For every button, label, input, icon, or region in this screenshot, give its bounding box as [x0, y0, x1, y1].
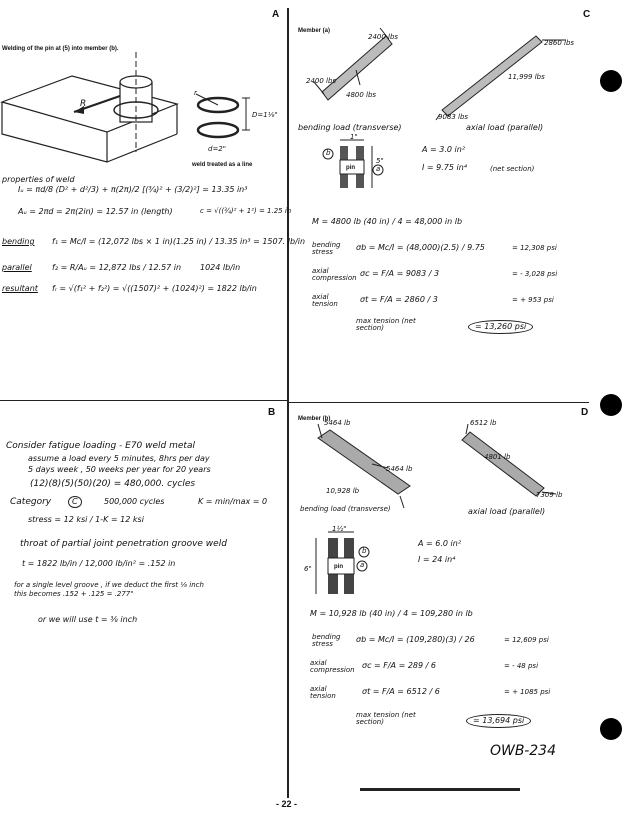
weld-rings-diagram: [196, 90, 276, 150]
qb-t-eq: t = 1822 lb/in / 12,000 lb/in² = .152 in: [22, 559, 176, 568]
qc-sec-A: A = 3.0 in²: [422, 145, 466, 154]
qc-sec-a: a: [376, 165, 381, 173]
qd-axial-label: axial load (parallel): [468, 507, 546, 516]
binder-hole-3: [600, 718, 622, 740]
qd-row3-label: axial tension: [310, 685, 336, 700]
qa-dim-r: r: [194, 89, 197, 97]
qb-stress: stress = 12 ksi / 1-K = 12 ksi: [28, 515, 144, 524]
qa-bending-eq: f₁ = Mc/I = (12,072 lbs × 1 in)(1.25 in) / 13.35 in³ = 1507. lb/in: [52, 237, 306, 246]
qc-sec-I: I = 9.75 in⁴: [422, 163, 468, 172]
qa-parallel-label: parallel: [2, 263, 32, 272]
qb-line3: 5 days week , 50 weeks per year for 20 years: [28, 465, 211, 474]
qb-cycles: 500,000 cycles: [104, 497, 165, 506]
qd-row3-eq: σt = F/A = 6512 / 6: [362, 687, 440, 696]
qc-row1-label: bending stress: [312, 241, 341, 256]
qd-force-top: 5464 lb: [324, 419, 351, 427]
qc-section-diagram: [320, 140, 400, 210]
qa-dim-d: d=2": [208, 145, 226, 153]
qd-moment: M = 10,928 lb (40 in) / 4 = 109,280 in lb: [310, 609, 473, 618]
qc-sec-dim1: 1": [350, 133, 358, 141]
qd-force-axial-bottom: 7309 lb: [536, 491, 563, 499]
qc-sec-net: (net section): [490, 165, 535, 173]
quadrant-c-letter: C: [583, 9, 591, 20]
qb-use: or we will use t = ⅜ inch: [38, 615, 138, 624]
qa-parallel-val: 1024 lb/in: [200, 263, 241, 272]
qb-category-letter: C: [68, 496, 82, 508]
qa-c-eq: c = √((¾)² + 1²) = 1.25 in: [200, 207, 292, 215]
qc-force-mid: 4800 lbs: [346, 91, 377, 99]
quadrant-d-letter: D: [581, 407, 589, 418]
left-mid-divider: [0, 400, 287, 401]
qc-sec-pin: pin: [346, 165, 355, 171]
qa-resultant-eq: fᵣ = √(f₁² + f₂²) = √((1507)² + (1024)²) = 1822 lb/in: [52, 284, 257, 293]
quadrant-a-letter: A: [272, 9, 280, 20]
qc-force-axial-bottom: 9083 lbs: [438, 113, 469, 121]
qc-axial-label: axial load (parallel): [466, 123, 544, 132]
qd-row1-label: bending stress: [312, 633, 341, 648]
qb-line1: Consider fatigue loading - E70 weld metal: [6, 441, 195, 451]
qd-sec-dim2: 6": [304, 565, 312, 573]
qa-header: Welding of the pin at (5) into member (b).: [2, 46, 119, 52]
qc-row3-eq: σt = F/A = 2860 / 3: [360, 295, 438, 304]
qc-row1-val: = 12,308 psi: [512, 244, 557, 252]
qc-bend-label: bending load (transverse): [298, 123, 402, 132]
qc-row3-val: = + 953 psi: [512, 296, 554, 304]
qb-throat: throat of partial joint penetration groove weld: [20, 539, 227, 549]
qd-sec-dim1: 1½": [332, 525, 347, 533]
qd-sec-b: b: [362, 547, 367, 555]
qc-row4-label: max tension (net section): [356, 317, 416, 332]
qc-row2-eq: σc = F/A = 9083 / 3: [360, 269, 440, 278]
qb-cycles-calc: (12)(8)(5)(50)(20) = 480,000. cycles: [30, 479, 196, 489]
document-code: OWB-234: [490, 743, 556, 759]
qb-for2: this becomes .152 + .125 = .277": [14, 590, 134, 598]
qc-force-top: 2400 lbs: [368, 33, 399, 41]
qd-row3-val: = + 1085 psi: [504, 688, 551, 696]
qa-dim-D: D=1⅛": [252, 111, 278, 119]
qd-force-mid: 5464 lb: [386, 465, 413, 473]
qd-row4-label: max tension (net section): [356, 711, 416, 726]
qa-bending-label: bending: [2, 237, 35, 246]
qd-sec-pin: pin: [334, 564, 343, 570]
qd-section-diagram: [306, 530, 386, 610]
qa-i-eq: Iᵤ = πd/8 (D² + d²/3) + π(2π)/2 [(¾)² + (3/2)²] = 13.35 in³: [18, 185, 248, 194]
qd-row2-eq: σc = F/A = 289 / 6: [362, 661, 436, 670]
qc-force-axial-top: 2860 lbs: [544, 39, 575, 47]
qc-moment: M = 4800 lb (40 in) / 4 = 48,000 in lb: [312, 217, 463, 226]
bottom-rule: [360, 788, 520, 791]
qd-force-axial-mid: 4801 lb: [484, 453, 511, 461]
page-number: - 22 -: [276, 799, 298, 809]
qa-parallel-eq: f₂ = R/Aᵤ = 12,872 lbs / 12.57 in: [52, 263, 182, 272]
qb-line2: assume a load every 5 minutes, 8hrs per day: [28, 454, 210, 463]
qd-row2-label: axial compression: [310, 659, 355, 674]
qd-sec-I: I = 24 in⁴: [418, 555, 456, 564]
qc-force-left: 2400 lbs: [306, 77, 337, 85]
qd-header: Member (b): [298, 416, 331, 422]
qc-sec-b: b: [326, 149, 331, 157]
qb-k: K = min/max = 0: [198, 497, 268, 506]
qa-weld-treated: weld treated as a line: [192, 162, 253, 168]
qd-force-axial-top: 6512 lb: [470, 419, 497, 427]
qa-resultant-label: resultant: [2, 284, 38, 293]
qa-aw-eq: Aᵤ = 2πd = 2π(2in) = 12.57 in (length): [18, 207, 173, 216]
qc-row2-val: = - 3,028 psi: [512, 270, 558, 278]
qd-sec-A: A = 6.0 in²: [418, 539, 462, 548]
qb-for1: for a single level groove , if we deduct the first ⅛ inch: [14, 581, 204, 589]
qc-force-axial-mid: 11,999 lbs: [508, 73, 545, 81]
quadrant-b-letter: B: [268, 407, 276, 418]
qc-sec-dim2: 5": [376, 157, 384, 165]
qd-sec-a: a: [360, 561, 365, 569]
qc-row2-label: axial compression: [312, 267, 357, 282]
qd-row1-eq: σb = Mc/I = (109,280)(3) / 26: [356, 635, 475, 644]
qb-category-label: Category: [10, 497, 52, 507]
qc-row1-eq: σb = Mc/I = (48,000)(2.5) / 9.75: [356, 243, 485, 252]
qd-row2-val: = - 48 psi: [504, 662, 539, 670]
binder-hole-2: [600, 394, 622, 416]
qa-r-label: R: [80, 99, 87, 109]
qd-row1-val: = 12,609 psi: [504, 636, 549, 644]
binder-hole-1: [600, 70, 622, 92]
qc-row3-label: axial tension: [312, 293, 338, 308]
qd-max-tension: = 13,694 psi: [466, 714, 531, 728]
right-mid-divider: [289, 402, 589, 403]
qd-bend-label: bending load (transverse): [300, 505, 391, 513]
qc-header: Member (a): [298, 28, 331, 34]
weld-plate-diagram: [2, 62, 182, 172]
qa-props: properties of weld: [2, 175, 75, 184]
qd-force-bottom: 10,928 lb: [326, 487, 360, 495]
qc-max-tension: = 13,260 psi: [468, 320, 533, 334]
